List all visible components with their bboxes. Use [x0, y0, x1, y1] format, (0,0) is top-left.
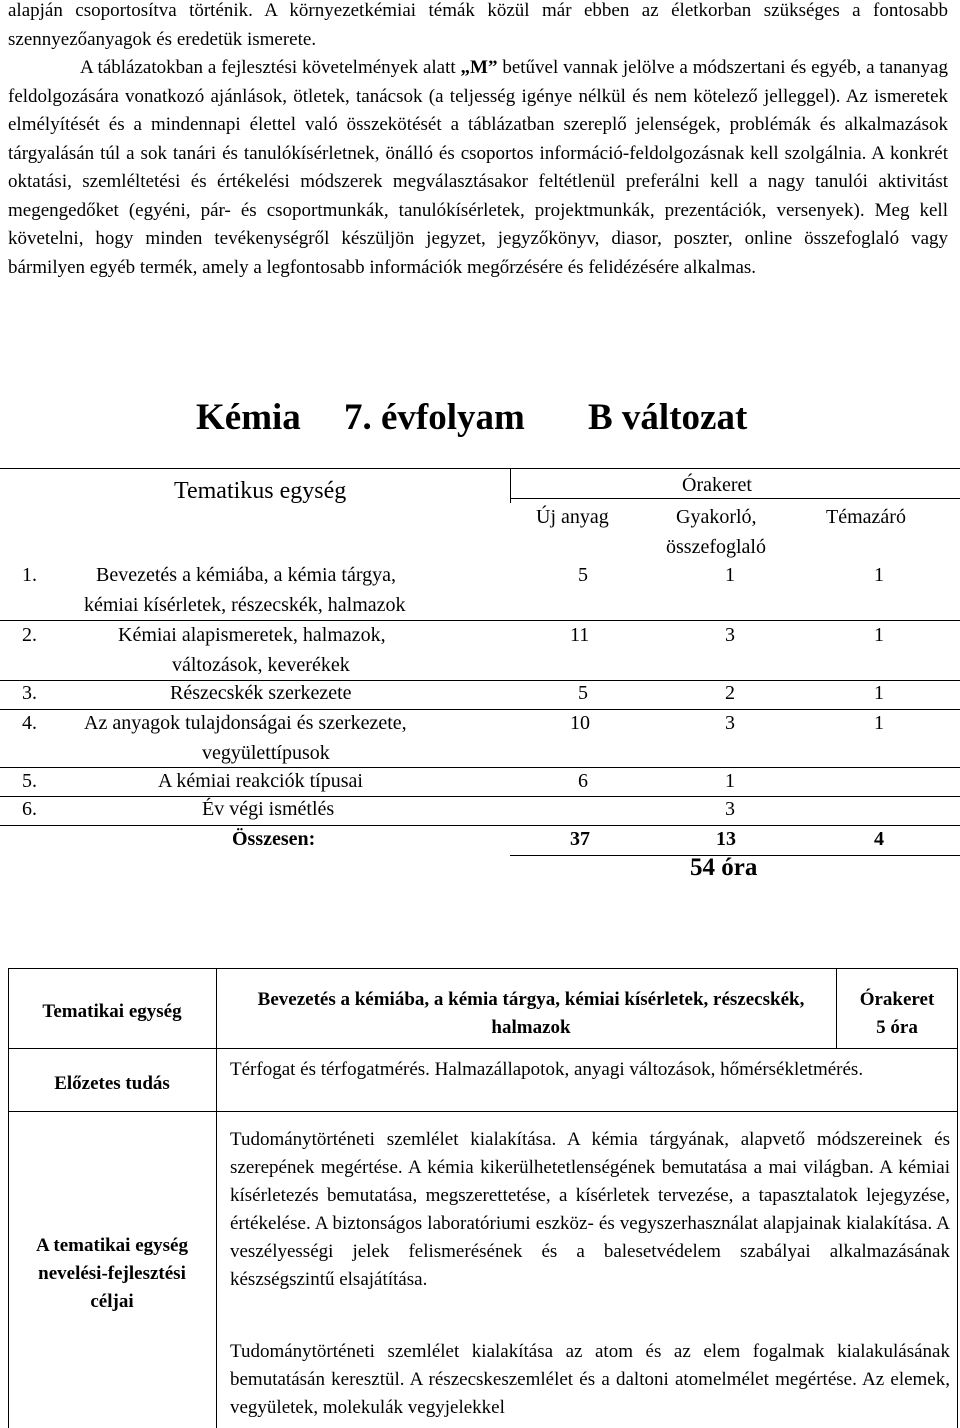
- row-review: 1: [874, 624, 884, 646]
- row-title: Részecskék szerkezete: [170, 682, 352, 704]
- row-separator: [0, 680, 960, 681]
- row-title-2: változások, keverékek: [172, 654, 350, 676]
- unit-row-divider: [8, 1111, 958, 1112]
- total-review: 4: [874, 828, 884, 850]
- unit-title: Bevezetés a kémiába, a kémia tárgya, kémiai kísérletek, részecskék, halmazok: [257, 989, 805, 1038]
- row-title: A kémiai reakciók típusai: [158, 770, 363, 792]
- row-title: Az anyagok tulajdonságai és szerkezete,: [84, 712, 407, 734]
- hours-value: 5 óra: [876, 1017, 918, 1038]
- total-label: Összesen:: [232, 828, 316, 850]
- row-number: 1.: [22, 564, 37, 586]
- grand-total: 54 óra: [690, 854, 758, 881]
- unit-col-divider: [216, 968, 217, 1428]
- header-practice: Gyakorló,: [676, 506, 757, 528]
- intro-paragraph-1: alapján csoportosítva történik. A környezetkémiai témák közül már ebben az életkorban szükséges a fontosabb szennyezőanyagok és eredetük ismerete.: [8, 0, 948, 50]
- header-review: Témazáró: [826, 506, 906, 528]
- row-number: 6.: [22, 798, 37, 820]
- header-divider: [510, 498, 960, 499]
- hours-summary-table: [0, 468, 960, 888]
- goals-paragraph-1: Tudománytörténeti szemlélet kialakítása. A kémia tárgyának, alapvető módszereinek és szerepének megértése. A kémia kikerülhetetlenségének bemutatása a mai világban. A kémiai kísérletezés bemutatása, megszerettetése, a kísérletek tervezése, a tapasztalatok lejegyzése, értékelése. A biztonságos laboratóriumi eszköz- és vegyszerhasználat alapjainak kialakítása. A veszélyességi jelek felismerésének és a balesetvédelem szabályai alkalmazásának készségszintű elsajátítása.: [230, 1129, 950, 1290]
- row-separator: [0, 709, 960, 710]
- row-practice: 3: [725, 624, 735, 646]
- row-title: Év végi ismétlés: [202, 798, 335, 820]
- title-subject: Kémia: [196, 397, 301, 438]
- label-prior-knowledge: Előzetes tudás: [54, 1073, 170, 1094]
- row-new: 5: [578, 564, 588, 586]
- m-marker: „M”: [460, 57, 498, 78]
- row-review: 1: [874, 712, 884, 734]
- unit-border-top: [8, 968, 958, 969]
- row-number: 4.: [22, 712, 37, 734]
- row-new: 10: [570, 712, 590, 734]
- row-title: Kémiai alapismeretek, halmazok,: [118, 624, 386, 646]
- row-practice: 2: [725, 682, 735, 704]
- title-grade: 7. évfolyam: [344, 397, 525, 438]
- intro-paragraph-2: [8, 54, 948, 282]
- row-new: 5: [578, 682, 588, 704]
- total-new: 37: [570, 828, 590, 850]
- label-goals: A tematikai egység nevelési-fejlesztési céljai: [36, 1235, 188, 1312]
- row-practice: 3: [725, 798, 735, 820]
- header-new: Új anyag: [536, 506, 609, 528]
- row-separator: [0, 825, 960, 826]
- total-practice: 13: [716, 828, 736, 850]
- row-separator: [0, 767, 960, 768]
- row-title-2: kémiai kísérletek, részecskék, halmazok: [84, 594, 406, 616]
- header-vertical-divider: [510, 468, 511, 503]
- row-review: 1: [874, 682, 884, 704]
- intro-text-b: betűvel vannak jelölve a módszertani és egyéb, a tananyag feldolgozására vonatkozó ajánlások, ötletek, tanácsok (a teljesség igénye nélkül és nem kötelező jelleggel). Az ismeretek elmélyítését és a mindennapi élettel való összekötését a táblázatban szereplő jelenségek, problémák és alkalmazások tárgyalásán túl a sok tanári és tanulókísérletnek, önálló és csoportos információ-feldolgozásnak kell szolgálnia. A konkrét oktatási, szemléltetési és értékelési módszerek megválasztásakor feltétlenül preferálni kell a nagy tanulói aktivitást megengedőket (egyéni, pár- és csoportmunkák, tanulókísérletek, projektmunkák, prezentációk, versenyek). Meg kell követelni, hogy minden tevékenységről készüljön jegyzet, jegyzőkönyv, diasor, poszter, online összefoglaló vagy bármilyen egyéb termék, amely a legfontosabb információk megőrzésére és felidézésére alkalmas.: [8, 57, 948, 278]
- row-number: 2.: [22, 624, 37, 646]
- table-top-border: [0, 468, 960, 469]
- unit-border-right: [957, 968, 958, 1428]
- title-variant: B változat: [588, 397, 748, 438]
- unit-description-table: [8, 968, 958, 1428]
- row-title: Bevezetés a kémiába, a kémia tárgya,: [96, 564, 397, 586]
- row-separator: [0, 796, 960, 797]
- goals-paragraph-2: Tudománytörténeti szemlélet kialakítása az atom és az elem fogalmak kialakulásának bemutatásán keresztül. A részecskeszemlélet és a daltoni atomelmélet megértése. Az elemek, vegyületek, molekulák vegyjelekkel: [230, 1341, 950, 1418]
- unit-border-left: [8, 968, 9, 1428]
- row-new: 6: [578, 770, 588, 792]
- row-title-2: vegyülettípusok: [202, 742, 330, 764]
- row-practice: 1: [725, 564, 735, 586]
- row-review: 1: [874, 564, 884, 586]
- unit-row-divider: [8, 1048, 958, 1049]
- header-hours: Órakeret: [682, 474, 752, 496]
- row-practice: 1: [725, 770, 735, 792]
- header-unit: Tematikus egység: [174, 478, 347, 504]
- label-unit: Tematikai egység: [42, 1001, 182, 1022]
- row-new: 11: [570, 624, 590, 646]
- row-number: 3.: [22, 682, 37, 704]
- row-number: 5.: [22, 770, 37, 792]
- prior-knowledge-text: Térfogat és térfogatmérés. Halmazállapotok, anyagi változások, hőmérsékletmérés.: [230, 1059, 864, 1080]
- row-separator: [0, 620, 960, 621]
- hours-label: Órakeret: [859, 989, 935, 1010]
- intro-text-a: A táblázatokban a fejlesztési követelmények alatt: [80, 57, 461, 78]
- row-practice: 3: [725, 712, 735, 734]
- header-practice-2: összefoglaló: [666, 536, 766, 558]
